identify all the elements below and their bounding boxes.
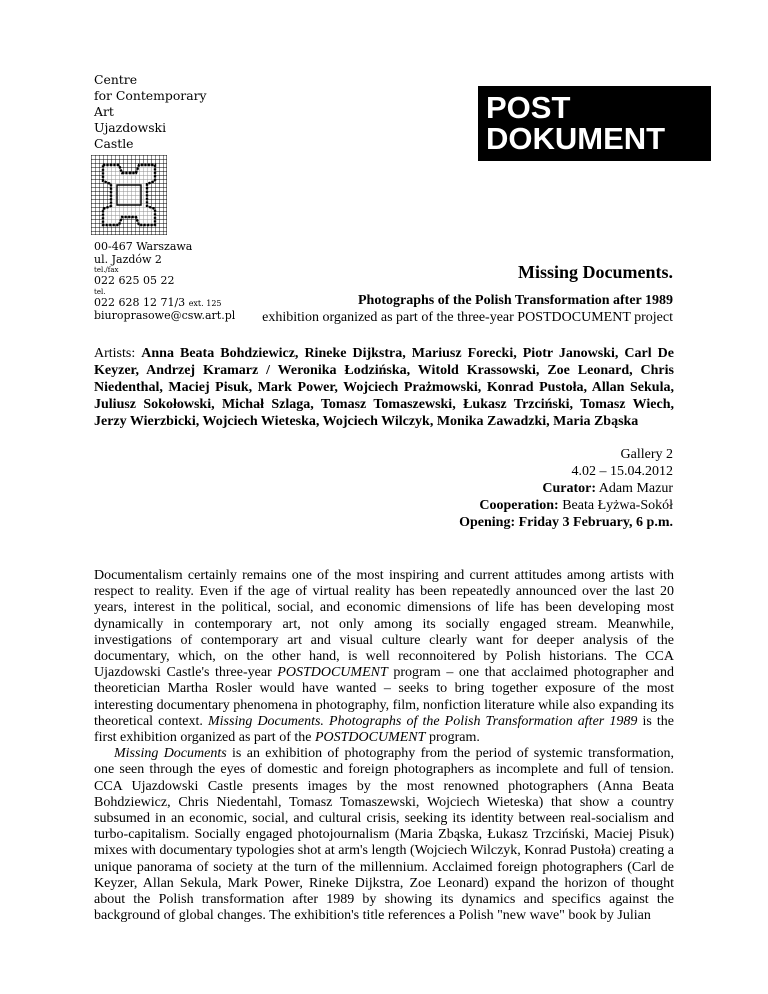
exhibition-subtitle: Photographs of the Polish Transformation after 1989: [358, 293, 673, 308]
text-run: Documentalism certainly remains one of the most inspiring and current attitudes among artists with respect to reality. Even if the age of virtual reality has been repeatedly announced over the last 20 years, interest in the political, social, and economic dimensions of life has been developing most dynamically in contemporary art, not only among its socially engaged stream. Meanwhile, investigations of contemporary art and visual culture clearly want for deeper analysis of the documentary, which, on the other hand, is well reconnoitered by Polish historians. The CCA Ujazdowski Castle's three-year: [94, 568, 674, 681]
contact-info: [94, 241, 235, 323]
org-line: Centre: [94, 72, 138, 87]
exhibition-description: exhibition organized as part of the three-year POSTDOCUMENT project: [262, 310, 673, 325]
badge-line: DOKUMENT: [486, 121, 666, 156]
badge-line: POST: [486, 90, 571, 125]
exhibition-title: Missing Documents.: [517, 262, 673, 282]
opening-text: Opening: Friday 3 February, 6 p.m.: [459, 515, 673, 530]
org-line: Ujazdowski: [94, 120, 167, 135]
exhibition-info: [459, 446, 673, 531]
curator-label: Curator:: [542, 481, 596, 496]
text-run: program.: [425, 730, 480, 746]
org-line: Castle: [94, 136, 134, 151]
exhibition-dates: 4.02 – 15.04.2012: [571, 464, 673, 479]
cooperation-name: Beata Łyżwa-Sokół: [562, 498, 673, 513]
text-run: is the first exhibition organized as part of the: [94, 713, 674, 746]
opening-line: [459, 514, 673, 531]
postcode: 00-467 Warszawa: [94, 240, 193, 253]
gallery-name: Gallery 2: [620, 447, 673, 462]
org-line: Art: [94, 104, 114, 119]
text-run: POSTDOCUMENT: [277, 665, 388, 681]
curator-name: Adam Mazur: [598, 481, 673, 496]
street-address: ul. Jazdów 2: [94, 252, 162, 266]
organization-name: [94, 72, 207, 152]
tel-line: [94, 297, 235, 311]
artists-label: Artists:: [94, 346, 136, 361]
tel-number: 022 628 12 71/3: [94, 295, 186, 309]
email-link[interactable]: biuroprasowe@csw.art.pl: [94, 309, 236, 322]
artists-names: Anna Beata Bohdziewicz, Rineke Dijkstra, Mariusz Forecki, Piotr Janowski, Carl De Keyzer, Andrzej Kramarz / Weronika Łodzińska, Witold Krassowski, Zoe Leonard, Chris Niedenthal, Maciej Pisuk, Mark Power, Wojciech Prażmowski, Konrad Pustoła, Allan Sekula, Juliusz Sokołowski, Michał Szlaga, Tomasz Tomaszewski, Łukasz Trzciński, Tomasz Wiech, Jerzy Wierzbicki, Wojciech Wieteska, Wojciech Wilczyk, Monika Zawadzki, Maria Zbąska: [94, 346, 674, 429]
text-run: POSTDOCUMENT: [314, 730, 426, 746]
text-run: program – one that acclaimed photographer and theoretician Martha Rosler would have wanted – seeks to bring together exposure of the most interesting documentary phenomena in photography, film, nonfiction literature while also expanding its theoretical context.: [94, 665, 674, 729]
tel-extension: ext. 125: [188, 298, 222, 308]
exhibition-header: [262, 262, 673, 326]
cooperation-line: [459, 497, 673, 514]
text-run: Missing Documents. Photographs of the Polish Transformation after 1989: [208, 713, 638, 729]
curator-line: [459, 480, 673, 497]
castle-logo-icon: [91, 155, 167, 240]
org-line: for Contemporary: [94, 88, 207, 103]
press-release-body: [94, 568, 674, 924]
telfax-number: 022 625 05 22: [94, 274, 175, 287]
telfax-label: tel./fax: [94, 266, 119, 274]
cooperation-label: Cooperation:: [479, 498, 559, 513]
paragraph-1: [94, 568, 674, 746]
paragraph-2: [94, 746, 674, 924]
postdokument-logo: [478, 86, 711, 161]
artists-list: [94, 345, 674, 430]
text-run: Missing Documents: [114, 746, 227, 762]
tel-label: tel.: [94, 287, 106, 296]
text-run: is an exhibition of photography from the period of systemic transformation, one seen through the eyes of domestic and foreign photographers as incomplete and full of tension. CCA Ujazdowski Castle presents images by the most renowned photographers (Anna Beata Bohdziewicz, Chris Niedentahl, Tomasz Tomaszewski, Wojciech Wieteska) that show a country subsumed in an economic, social, and cultural crisis, seeking its identity between real-socialism and turbo-capitalism. Socially engaged photojournalism (Maria Zbąska, Łukasz Trzciński, Maciej Pisuk) mixes with documentary typologies shot at arm's length (Wojciech Wilczyk, Konrad Pustoła) creating a unique panorama of society at the turn of the millennium. Acclaimed foreign photographers (Carl de Keyzer, Allan Sekula, Mark Power, Rineke Dijkstra, Zoe Leonard) expand the horizon of thought about the Polish transformation after 1989 by showing its dynamics and specifics against the background of global changes. The exhibition's title references a Polish "new wave" book by Julian: [94, 746, 674, 924]
